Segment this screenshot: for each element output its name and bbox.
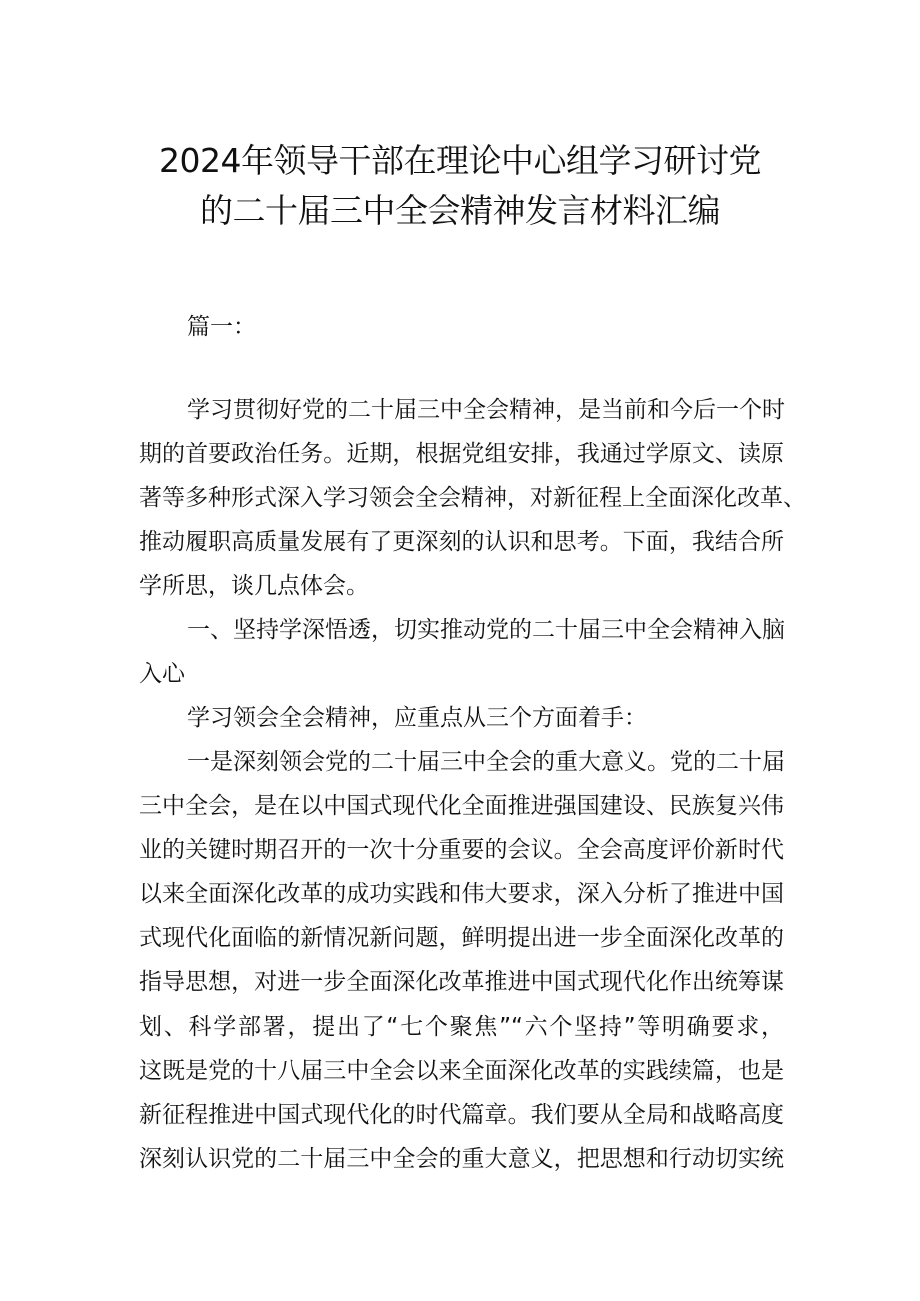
title-line-2: 的二十届三中全会精神发言材料汇编 — [200, 191, 720, 230]
paragraph-line: 这既是党的十八届三中全会以来全面深化改革的实践续篇，也是 — [139, 1057, 784, 1084]
paragraph-line: 著等多种形式深入学习领会全会精神，对新征程上全面深化改革、 — [139, 485, 806, 512]
paragraph-line: 一、坚持学深悟透，切实推动党的二十届三中全会精神入脑 — [187, 617, 785, 643]
paragraph-heading-one — [139, 608, 784, 696]
paragraph-line: 以来全面深化改革的成功实践和伟大要求，深入分析了推进中国 — [139, 881, 784, 908]
document-title — [100, 136, 820, 236]
paragraph-point-one — [139, 740, 784, 1181]
paragraph-line: 学所思，谈几点体会。 — [139, 573, 369, 600]
paragraph-line: 划、科学部署，提出了“七个聚焦”“六个坚持”等明确要求， — [139, 1013, 784, 1040]
paragraph-line: 新征程推进中国式现代化的时代篇章。我们要从全局和战略高度 — [139, 1101, 784, 1128]
title-line-1: 2024年领导干部在理论中心组学习研讨党 — [159, 141, 761, 180]
paragraph-line: 学习领会全会精神，应重点从三个方面着手： — [187, 705, 647, 731]
paragraph-line: 推动履职高质量发展有了更深刻的认识和思考。下面，我结合所 — [139, 529, 784, 556]
paragraph-intro — [139, 388, 806, 608]
paragraph-line: 式现代化面临的新情况新问题，鲜明提出进一步全面深化改革的 — [139, 925, 784, 952]
paragraph-line: 入心 — [139, 661, 185, 688]
paragraph-lead — [139, 696, 784, 740]
paragraph-line: 指导思想，对进一步全面深化改革推进中国式现代化作出统筹谋 — [139, 969, 784, 996]
paragraph-line: 学习贯彻好党的二十届三中全会精神，是当前和今后一个时 — [187, 397, 785, 423]
section-label: 篇一： — [187, 314, 256, 340]
paragraph-line: 业的关键时期召开的一次十分重要的会议。全会高度评价新时代 — [139, 837, 784, 864]
paragraph-line: 三中全会，是在以中国式现代化全面推进强国建设、民族复兴伟 — [139, 793, 784, 820]
paragraph-line: 一是深刻领会党的二十届三中全会的重大意义。党的二十届 — [187, 749, 785, 775]
paragraph-line: 期的首要政治任务。近期，根据党组安排，我通过学原文、读原 — [139, 441, 784, 468]
paragraph-line: 深刻认识党的二十届三中全会的重大意义，把思想和行动切实统 — [139, 1145, 784, 1172]
